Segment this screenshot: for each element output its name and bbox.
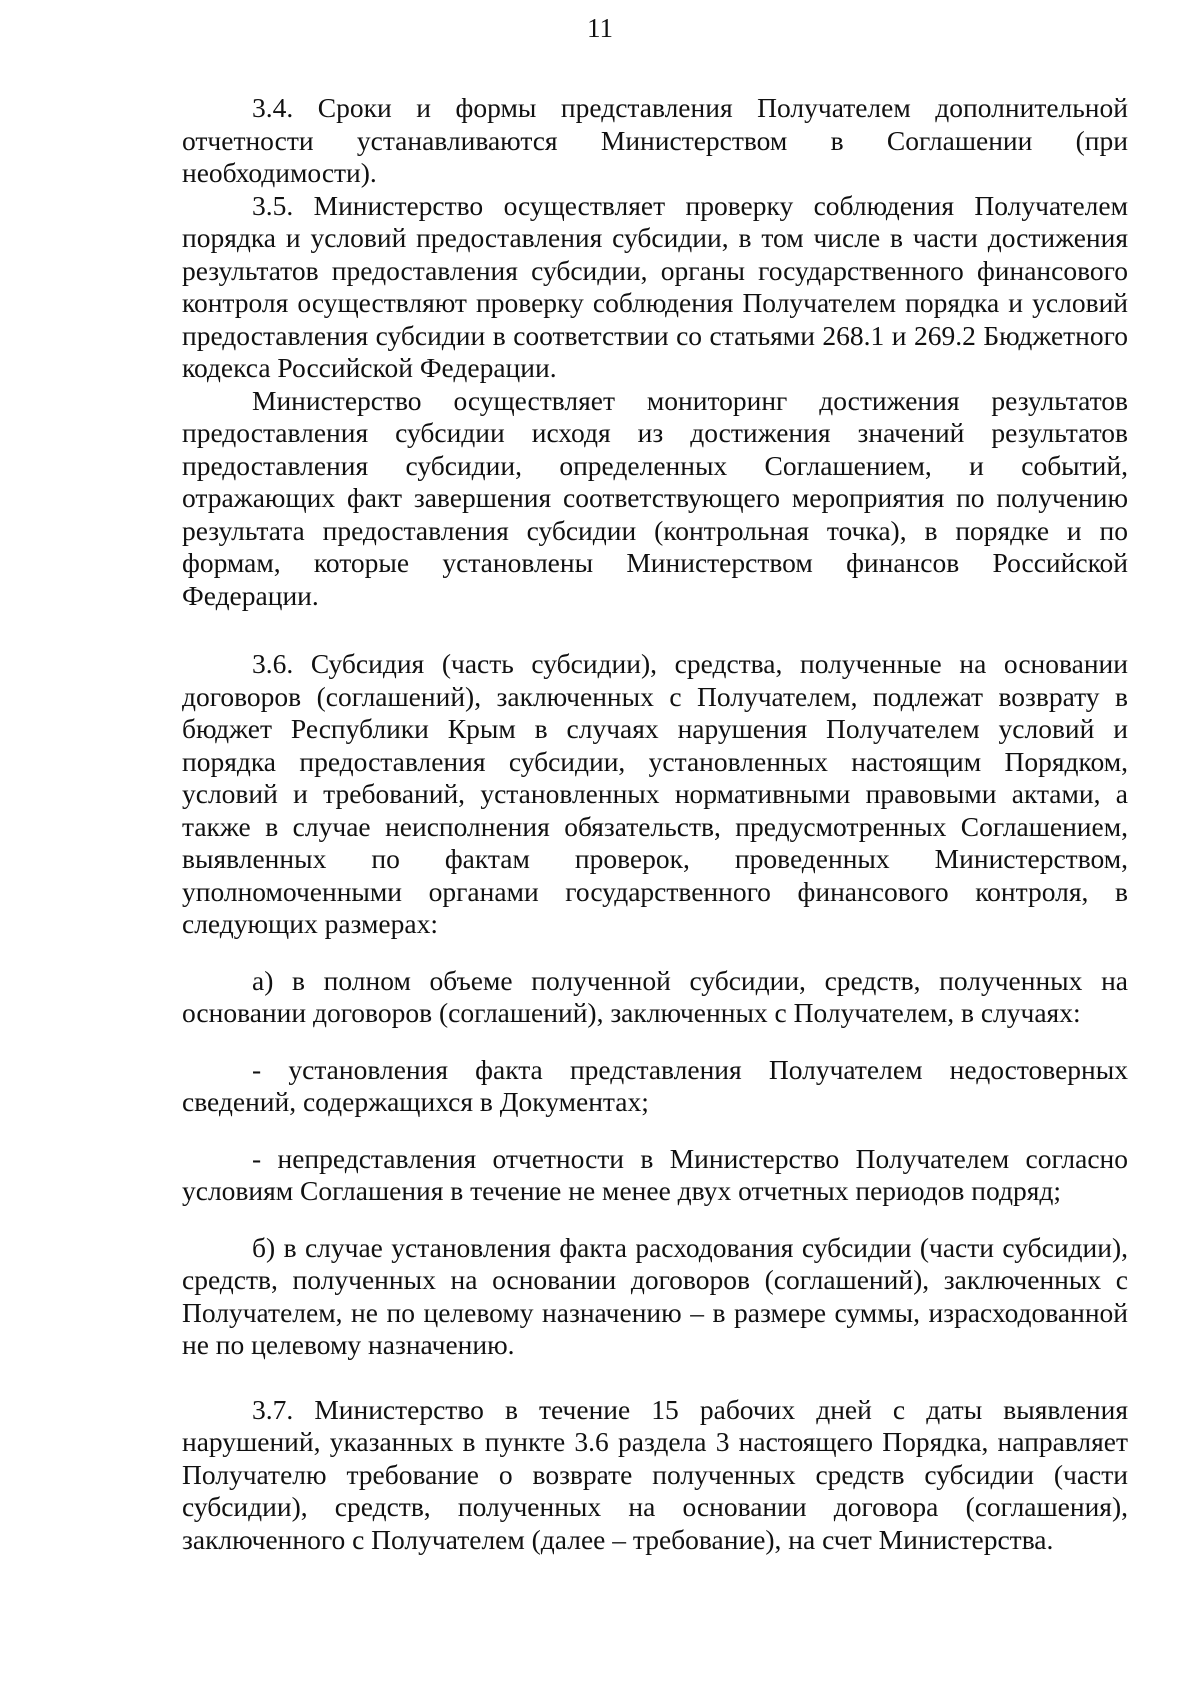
- paragraph-3-6-a-item-2: - непредставления отчетности в Министерство Получателем согласно условиям Соглашения в течение не менее двух отчетных периодов подряд;: [182, 1142, 1128, 1206]
- paragraph-3-6-a-item-1: - установления факта представления Получателем недостоверных сведений, содержащихся в Документах;: [182, 1053, 1128, 1117]
- paragraph-3-5: 3.5. Министерство осуществляет проверку соблюдения Получателем порядка и условий предоставления субсидии, в том числе в части достижения результатов предоставления субсидии, органы государственного финансового контроля осуществляют проверку соблюдения Получателем порядка и условий предоставления субсидии в соответствии со статьями 268.1 и 269.2 Бюджетного кодекса Российской Федерации.: [182, 189, 1128, 383]
- paragraph-3-4: 3.4. Сроки и формы представления Получателем дополнительной отчетности устанавливаются Министерством в Соглашении (при необходимости).: [182, 92, 1128, 188]
- paragraph-3-6-b: б) в случае установления факта расходования субсидии (части субсидии), средств, полученных на основании договоров (соглашений), заключенных с Получателем, не по целевому назначению – в размере суммы, израсходованной не по целевому назначению.: [182, 1231, 1128, 1360]
- paragraph-3-6: 3.6. Субсидия (часть субсидии), средства, полученные на основании договоров (соглашений), заключенных с Получателем, подлежат возврату в бюджет Республики Крым в случаях нарушения Получателем условий и порядка предоставления субсидии, установленных настоящим Порядком, условий и требований, установленных нормативными правовыми актами, а также в случае неисполнения обязательств, предусмотренных Соглашением, выявленных по фактам проверок, проведенных Министерством, уполномоченными органами государственного финансового контроля, в следующих размерах:: [182, 648, 1128, 939]
- page-number: 11: [587, 13, 613, 43]
- paragraph-3-7: 3.7. Министерство в течение 15 рабочих дней с даты выявления нарушений, указанных в пункте 3.6 раздела 3 настоящего Порядка, направляет Получателю требование о возврате полученных средств субсидии (части субсидии), средств, полученных на основании договора (соглашения), заключенного с Получателем (далее – требование), на счет Министерства.: [182, 1393, 1128, 1555]
- paragraph-monitoring: Министерство осуществляет мониторинг достижения результатов предоставления субсидии исходя из достижения значений результатов предоставления субсидии, определенных Соглашением, и событий, отражающих факт завершения соответствующего мероприятия по получению результата предоставления субсидии (контрольная точка), в порядке и по формам, которые установлены Министерством финансов Российской Федерации.: [182, 384, 1128, 611]
- document-body: [182, 92, 1128, 1556]
- paragraph-3-6-a: а) в полном объеме полученной субсидии, средств, полученных на основании договоров (соглашений), заключенных с Получателем, в случаях:: [182, 964, 1128, 1028]
